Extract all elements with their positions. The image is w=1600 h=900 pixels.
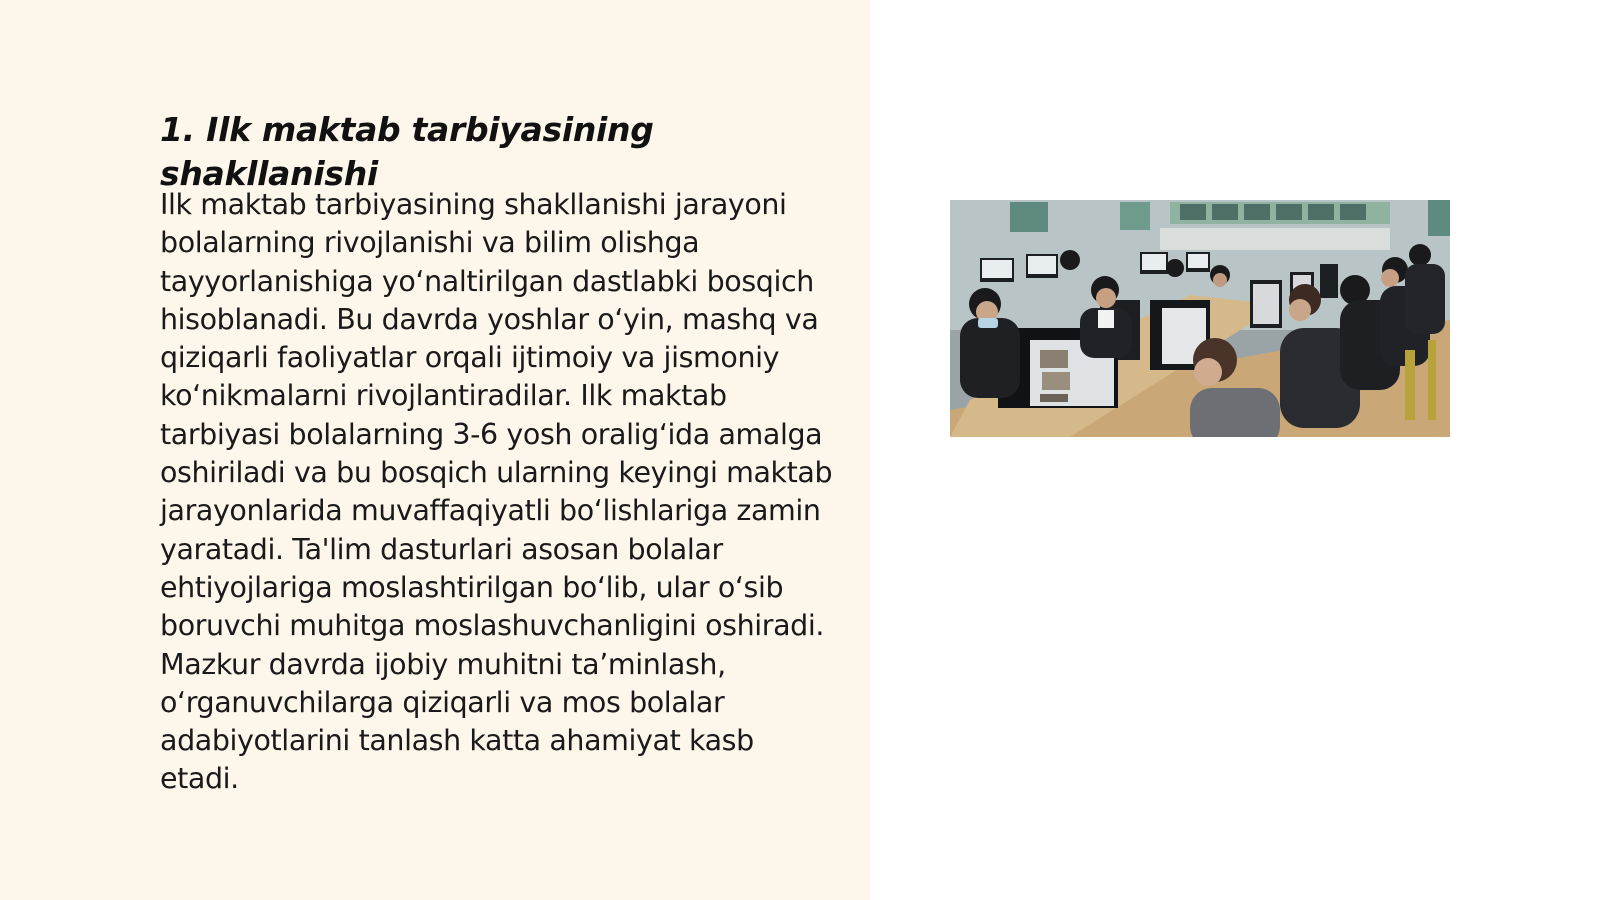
slide-body-text: Ilk maktab tarbiyasining shakllanishi jarayoni bolalarning rivojlanishi va bilim olishga tayyorlanishiga yoʻnaltirilgan dastlabki bosqich hisoblanadi. Bu davrda yoshlar oʻyin, mashq va qiziqarli faoliyatlar orqali ijtimoiy va jismoniy koʻnikmalarni rivojlantiradilar. Ilk maktab tarbiyasi bolalarning 3-6 yosh oraligʻida amalga oshiriladi va bu bosqich ularning keyingi maktab jarayonlarida muvaffaqiyatli boʻlishlariga zamin yaratadi. Ta'lim dasturlari asosan bolalar ehtiyojlariga moslashtirilgan boʻlib, ular oʻsib boruvchi muhitga moslashuvchanligini oshiradi. Mazkur davrda ijobiy muhitni taʼminlash, oʻrganuvchilarga qiziqarli va mos bolalar adabiyotlarini tanlash katta ahamiyat kasb etadi. xyxy=(160,188,833,796)
slide-title: 1. Ilk maktab tarbiyasining shakllanishi xyxy=(160,110,654,193)
classroom-photo xyxy=(950,200,1450,437)
classroom-photo-illustration xyxy=(950,200,1450,437)
